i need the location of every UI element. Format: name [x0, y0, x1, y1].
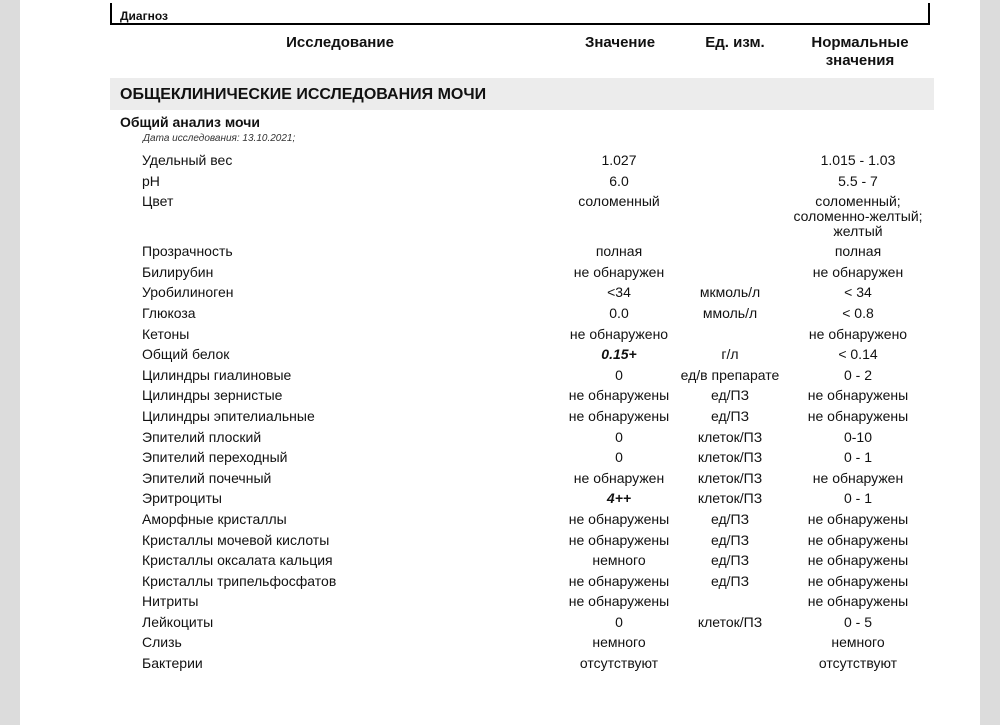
norm-cell: не обнаружены — [807, 510, 909, 527]
norm-cell: < 0.8 — [842, 304, 874, 321]
diagnosis-label: Диагноз — [120, 9, 168, 23]
norm-cell: соломенный; соломенно-желтый; желтый — [793, 193, 923, 240]
value-cell: не обнаружены — [568, 572, 670, 589]
value-cell: немного — [592, 634, 646, 651]
test-name-cell: Прозрачность — [142, 243, 233, 260]
unit-cell: ед/ПЗ — [710, 552, 750, 569]
unit-cell: ед/ПЗ — [710, 531, 750, 548]
header-norm: Нормальные значения — [811, 34, 909, 69]
table-row — [20, 550, 980, 571]
test-name-cell: Кристаллы оксалата кальция — [142, 552, 333, 569]
results-table — [20, 150, 980, 674]
test-name-cell: Бактерии — [142, 655, 203, 672]
header-unit: Ед. изм. — [705, 34, 765, 51]
value-cell: 6.0 — [609, 172, 629, 189]
norm-cell: 0 - 2 — [843, 366, 872, 383]
unit-cell: ед/ПЗ — [710, 387, 750, 404]
test-name-cell: Цилиндры зернистые — [142, 387, 283, 404]
test-name-cell: Эпителий переходный — [142, 449, 288, 466]
test-name-cell: Глюкоза — [142, 304, 196, 321]
table-row — [20, 385, 980, 406]
value-cell: не обнаружен — [573, 263, 665, 280]
unit-cell: ед/ПЗ — [710, 407, 750, 424]
norm-cell: не обнаружены — [807, 407, 909, 424]
test-name-cell: Цвет — [142, 193, 174, 210]
diagnosis-box — [110, 3, 930, 25]
value-cell: 1.027 — [601, 152, 637, 168]
table-row — [20, 468, 980, 489]
table-row — [20, 591, 980, 612]
table-row — [20, 612, 980, 633]
table-row — [20, 571, 980, 592]
table-row — [20, 324, 980, 345]
unit-cell: клеток/ПЗ — [697, 428, 763, 445]
unit-cell: ед/в препарате — [680, 366, 780, 383]
norm-cell: не обнаружен — [812, 263, 904, 280]
test-name-cell: Уробилиноген — [142, 284, 234, 301]
norm-cell: < 34 — [844, 284, 872, 301]
norm-cell: не обнаружен — [812, 469, 904, 486]
value-cell: не обнаружены — [568, 510, 670, 527]
value-cell: отсутствуют — [579, 655, 659, 672]
unit-cell: клеток/ПЗ — [697, 449, 763, 466]
header-test: Исследование — [286, 34, 394, 51]
value-cell: 0 — [615, 449, 623, 466]
value-cell: не обнаружен — [573, 469, 665, 486]
test-name-cell: Эпителий плоский — [142, 428, 262, 445]
norm-cell: 1.015 - 1.03 — [820, 152, 896, 168]
test-name-cell: Аморфные кристаллы — [142, 510, 287, 527]
unit-cell: мкмоль/л — [699, 284, 761, 301]
table-row — [20, 303, 980, 324]
test-name-cell: Билирубин — [142, 263, 214, 280]
value-cell: не обнаружены — [568, 407, 670, 424]
norm-cell: 5.5 - 7 — [838, 172, 878, 189]
unit-cell: клеток/ПЗ — [697, 490, 763, 507]
test-name-cell: Кетоны — [142, 325, 190, 342]
table-row — [20, 262, 980, 283]
unit-cell: клеток/ПЗ — [697, 469, 763, 486]
table-row — [20, 406, 980, 427]
value-cell: 4++ — [606, 490, 632, 507]
section-title: ОБЩЕКЛИНИЧЕСКИЕ ИССЛЕДОВАНИЯ МОЧИ — [120, 86, 487, 103]
unit-cell: г/л — [721, 346, 739, 363]
table-row — [20, 171, 980, 192]
value-cell: 0.0 — [609, 304, 629, 321]
test-name-cell: Кристаллы трипельфосфатов — [142, 572, 337, 589]
norm-cell: 0-10 — [843, 428, 873, 445]
table-row — [20, 241, 980, 262]
value-cell: немного — [592, 552, 646, 569]
table-row — [20, 282, 980, 303]
norm-cell: не обнаружены — [807, 593, 909, 610]
table-row — [20, 191, 980, 241]
value-cell: не обнаружены — [568, 593, 670, 610]
table-row — [20, 150, 980, 171]
subsection-title: Общий анализ мочи — [120, 114, 260, 130]
test-name-cell: Нитриты — [142, 593, 199, 610]
value-cell: 0 — [615, 366, 623, 383]
value-cell: 0.15+ — [601, 346, 637, 363]
test-name-cell: Лейкоциты — [142, 613, 214, 630]
table-row — [20, 509, 980, 530]
value-cell: 0 — [615, 428, 623, 445]
header-value: Значение — [584, 34, 656, 51]
unit-cell: ед/ПЗ — [710, 510, 750, 527]
table-row — [20, 427, 980, 448]
value-cell: не обнаружены — [568, 387, 670, 404]
unit-cell: ед/ПЗ — [710, 572, 750, 589]
value-cell: не обнаружены — [568, 531, 670, 548]
study-date: Дата исследования: 13.10.2021; — [143, 133, 296, 144]
table-row — [20, 632, 980, 653]
unit-cell: ммоль/л — [702, 304, 758, 321]
norm-cell: < 0.14 — [838, 346, 878, 363]
report-page — [20, 0, 980, 725]
test-name-cell: Общий белок — [142, 346, 230, 363]
test-name-cell: Цилиндры гиалиновые — [142, 366, 292, 383]
test-name-cell: Эритроциты — [142, 490, 222, 507]
test-name-cell: pH — [142, 172, 160, 189]
value-cell: полная — [595, 243, 643, 260]
table-row — [20, 365, 980, 386]
value-cell: 0 — [615, 613, 623, 630]
test-name-cell: Эпителий почечный — [142, 469, 272, 486]
test-name-cell: Цилиндры эпителиальные — [142, 407, 315, 424]
test-name-cell: Удельный вес — [142, 152, 233, 168]
norm-cell: не обнаружены — [807, 572, 909, 589]
section-header — [110, 78, 934, 110]
table-row — [20, 344, 980, 365]
test-name-cell: Кристаллы мочевой кислоты — [142, 531, 330, 548]
norm-cell: отсутствуют — [818, 655, 898, 672]
table-row — [20, 488, 980, 509]
unit-cell: клеток/ПЗ — [697, 613, 763, 630]
norm-cell: не обнаружены — [807, 552, 909, 569]
test-name-cell: Слизь — [142, 634, 182, 651]
norm-cell: не обнаружены — [807, 531, 909, 548]
value-cell: не обнаружено — [569, 325, 669, 342]
table-row — [20, 447, 980, 468]
norm-cell: 0 - 1 — [843, 449, 872, 466]
norm-cell: 0 - 5 — [843, 613, 872, 630]
table-row — [20, 530, 980, 551]
value-cell: <34 — [607, 284, 631, 301]
norm-cell: 0 - 1 — [843, 490, 872, 507]
norm-cell: немного — [831, 634, 885, 651]
norm-cell: не обнаружено — [808, 325, 908, 342]
norm-cell: не обнаружены — [807, 387, 909, 404]
norm-cell: полная — [834, 243, 882, 260]
table-row — [20, 653, 980, 674]
value-cell: соломенный — [578, 193, 660, 210]
